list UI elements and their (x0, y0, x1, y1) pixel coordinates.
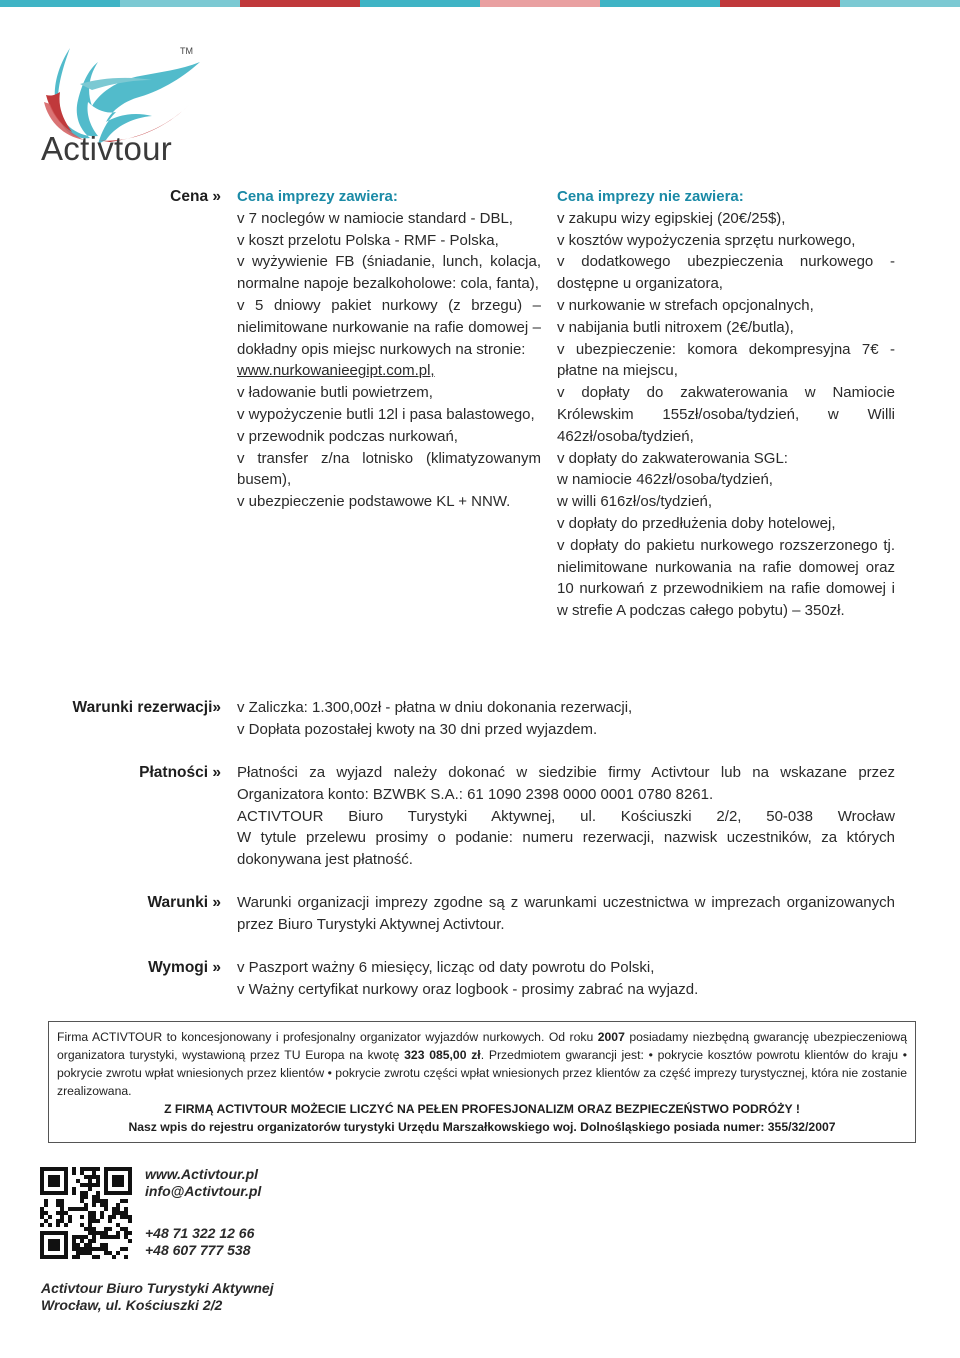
excludes-item: v zakupu wizy egipskiej (20€/25$), (557, 209, 786, 227)
excludes-item: v dodatkowego ubezpieczenia nurkowego - dostępne u organizatora, (557, 253, 895, 293)
wymogi-item: v Paszport ważny 6 miesięcy, licząc od daty powrotu do Polski, (237, 959, 655, 976)
company-street: Wrocław, ul. Kościuszki 2/2 (41, 1297, 223, 1313)
excludes-item: v dopłaty do zakwaterowania w Namiocie Królewskim 155zł/osoba/tydzień, w Willi 462zł/osoba/tydzień, (557, 384, 895, 445)
company-address (41, 1280, 274, 1314)
guarantee-amount: 323 085,00 zł (404, 1048, 481, 1062)
registry-note: Nasz wpis do rejestru organizatorów turystyki Urzędu Marszałkowskiego woj. Dolnośląskiego posiada numer: 355/32/2007 (128, 1120, 836, 1134)
includes-item: v przewodnik podczas nurkowań, (237, 427, 458, 445)
excludes-item: v dopłaty do pakietu nurkowego rozszerzonego tj. nielimitowane nurkowania na rafie domowej oraz 10 nurkowań z przewodnikiem na rafie domowej i w strefie A podczas całego pobytu) – 350zł. (557, 536, 895, 620)
logo-wordmark: Activtour (41, 130, 173, 167)
platnosci-column (237, 762, 895, 871)
excludes-item: v dopłaty do zakwaterowania SGL: (557, 449, 788, 467)
warunki-label: Warunki » (147, 894, 221, 911)
phone-number: +48 607 777 538 (145, 1242, 251, 1258)
excludes-column (557, 186, 895, 622)
top-color-stripe (0, 0, 960, 7)
rezerwacja-label: Warunki rezerwacji» (72, 699, 221, 716)
includes-item: v ładowanie butli powietrzem, (237, 384, 433, 402)
excludes-item: v dopłaty do przedłużenia doby hotelowej, (557, 514, 836, 532)
excludes-item: v nurkowanie w strefach opcjonalnych, (557, 296, 814, 314)
qr-code-icon (40, 1167, 132, 1259)
rezerwacja-item: v Dopłata pozostałej kwoty na 30 dni przed wyjazdem. (237, 720, 598, 738)
wymogi-label: Wymogi » (148, 959, 221, 976)
includes-title: Cena imprezy zawiera: (237, 188, 398, 205)
guarantee-box (48, 1021, 916, 1143)
platnosci-label: Płatności » (139, 764, 221, 781)
includes-item: v koszt przelotu Polska - RMF - Polska, (237, 231, 499, 249)
includes-item: v wypożyczenie butli 12l i pasa balastowego, (237, 405, 535, 423)
email-link[interactable]: info@Activtour.pl (145, 1183, 262, 1199)
guarantee-paragraph: Firma ACTIVTOUR to koncesjonowany i profesjonalny organizator wyjazdów nurkowych. Od roku 2007 posiadamy niezbędną gwarancję ubezpieczeniową organizatora turystyki, wystawioną przez TU Europa na kwotę 323 085,00 zł. Przedmiotem gwarancji jest: • pokrycie kosztów powrotu klientów do kraju • pokrycie zwrotu wpłat wniesionych przez klientów • pokrycie zwrotu części wpłat wniesionych przez klientów za część imprezy turystycznej, która nie zostanie zrealizowana. (57, 1030, 907, 1098)
wymogi-item: v Ważny certyfikat nurkowy oraz logbook - prosimy zabrać na wyjazd. (237, 980, 699, 998)
includes-item: v transfer z/na lotnisko (klimatyzowanym busem), (237, 449, 541, 489)
includes-column (237, 186, 541, 513)
excludes-item: v kosztów wypożyczenia sprzętu nurkowego, (557, 231, 856, 249)
dive-sites-link[interactable]: www.nurkowanieegipt.com.pl, (237, 362, 435, 380)
website-link[interactable]: www.Activtour.pl (145, 1166, 259, 1182)
contact-phones (145, 1225, 254, 1259)
wymogi-column (237, 957, 895, 1001)
guarantee-slogan: Z FIRMĄ ACTIVTOUR MOŻECIE LICZYĆ NA PEŁEN PROFESJONALIZM ORAZ BEZPIECZEŃSTWO PODRÓŻY ! (164, 1102, 800, 1116)
contact-web (145, 1166, 261, 1200)
warunki-column (237, 892, 895, 936)
platnosci-address: ACTIVTOUR Biuro Turystyki Aktywnej, ul. Kościuszki 2/2, 50-038 Wrocław (237, 807, 895, 825)
includes-item: v wyżywienie FB (śniadanie, lunch, kolacja, normalne napoje bezalkoholowe: cola, fanta), (237, 253, 541, 293)
includes-item: v ubezpieczenie podstawowe KL + NNW. (237, 493, 511, 511)
includes-item: v 5 dniowy pakiet nurkowy (z brzegu) – nielimitowane nurkowanie na rafie domowej – dokładny opis miejsc nurkowych na stronie: (237, 296, 541, 358)
platnosci-paragraph: Płatności za wyjazd należy dokonać w siedzibie firmy Activtour lub na wskazane przez Organizatora konto: BZWBK S.A.: 61 1090 2398 0000 0001 0780 8261. (237, 764, 895, 803)
platnosci-paragraph: W tytule przelewu prosimy o podanie: numeru rezerwacji, nazwisk uczestników, za których dokonywana jest płatność. (237, 829, 895, 869)
company-name: Activtour Biuro Turystyki Aktywnej (41, 1280, 274, 1296)
warunki-text: Warunki organizacji imprezy zgodne są z warunkami uczestnictwa w imprezach organizowanych przez Biuro Turystyki Aktywnej Activtour. (237, 894, 895, 933)
excludes-item: w namiocie 462zł/osoba/tydzień, (557, 471, 773, 489)
excludes-item: w willi 616zł/os/tydzień, (557, 493, 713, 511)
cena-label: Cena » (170, 188, 221, 205)
includes-item: v 7 noclegów w namiocie standard - DBL, (237, 209, 513, 227)
guarantee-year: 2007 (597, 1030, 625, 1044)
excludes-item: v ubezpieczenie: komora dekompresyjna 7€ - płatne na miejscu, (557, 340, 895, 380)
excludes-title: Cena imprezy nie zawiera: (557, 188, 744, 205)
rezerwacja-item: v Zaliczka: 1.300,00zł - płatna w dniu dokonania rezerwacji, (237, 699, 633, 716)
rezerwacja-column (237, 697, 897, 741)
excludes-item: v nabijania butli nitroxem (2€/butla), (557, 318, 794, 336)
trademark-mark: TM (180, 46, 193, 56)
phone-number: +48 71 322 12 66 (145, 1225, 255, 1241)
